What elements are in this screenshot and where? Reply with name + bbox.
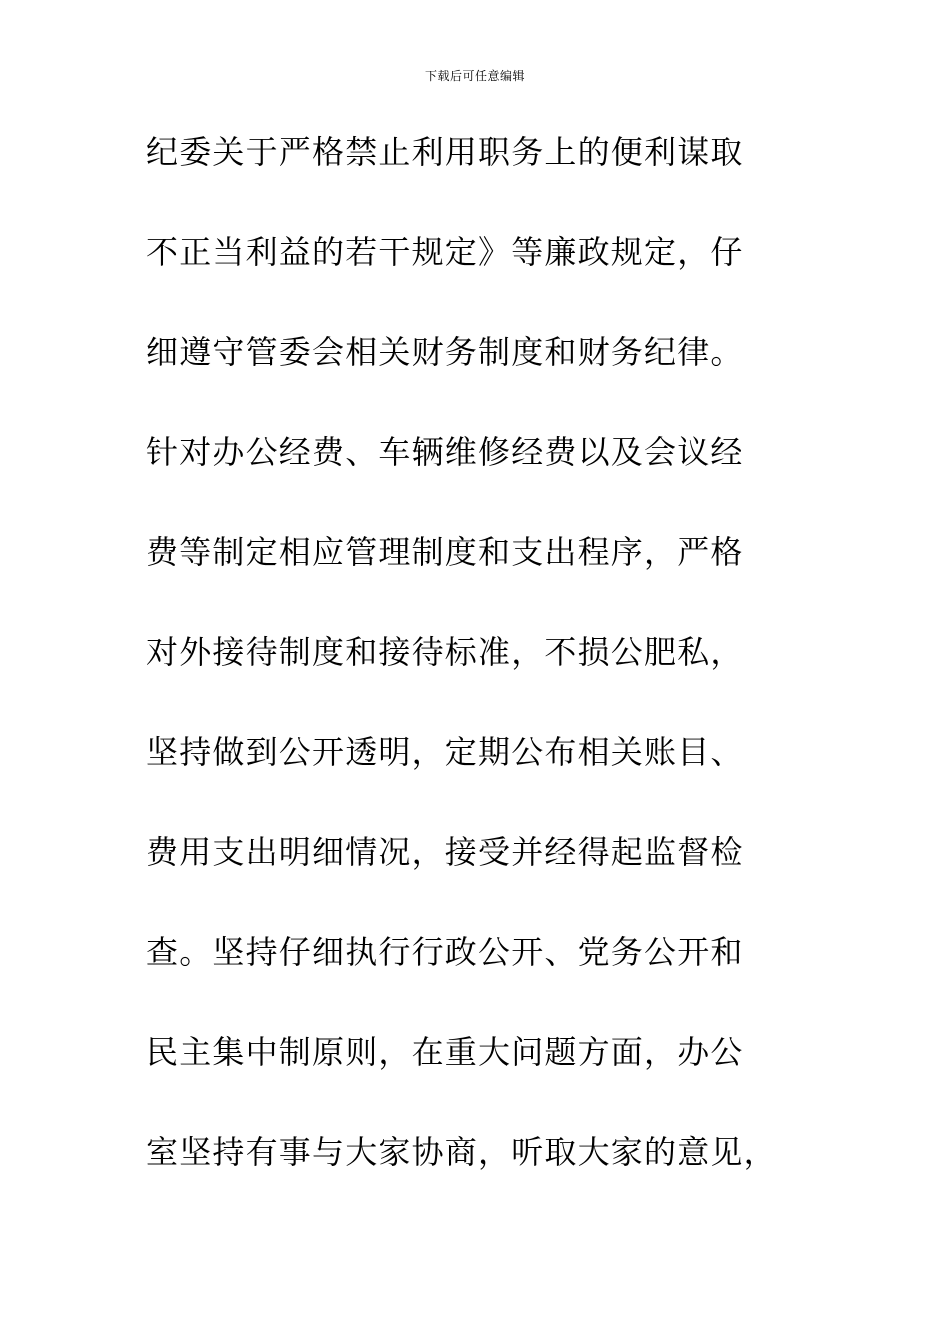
text-line: 纪委关于严格禁止利用职务上的便利谋取 [146, 133, 744, 171]
text-line: 民主集中制原则，在重大问题方面，办公 [146, 1033, 744, 1071]
text-line: 坚持做到公开透明，定期公布相关账目、 [146, 733, 744, 771]
header-note: 下载后可任意编辑 [424, 69, 525, 83]
text-line: 不正当利益的若干规定》等廉政规定，仔 [146, 233, 744, 271]
text-line: 查。坚持仔细执行行政公开、党务公开和 [146, 933, 744, 971]
text-line: 室坚持有事与大家协商，听取大家的意见， [146, 1133, 777, 1171]
text-line: 针对办公经费、车辆维修经费以及会议经 [146, 433, 744, 471]
text-line: 细遵守管委会相关财务制度和财务纪律。 [146, 333, 744, 371]
text-line: 费等制定相应管理制度和支出程序，严格 [146, 533, 744, 571]
text-line: 费用支出明细情况，接受并经得起监督检 [146, 833, 744, 871]
document-body [146, 124, 826, 1224]
text-line: 对外接待制度和接待标准，不损公肥私， [146, 633, 744, 671]
